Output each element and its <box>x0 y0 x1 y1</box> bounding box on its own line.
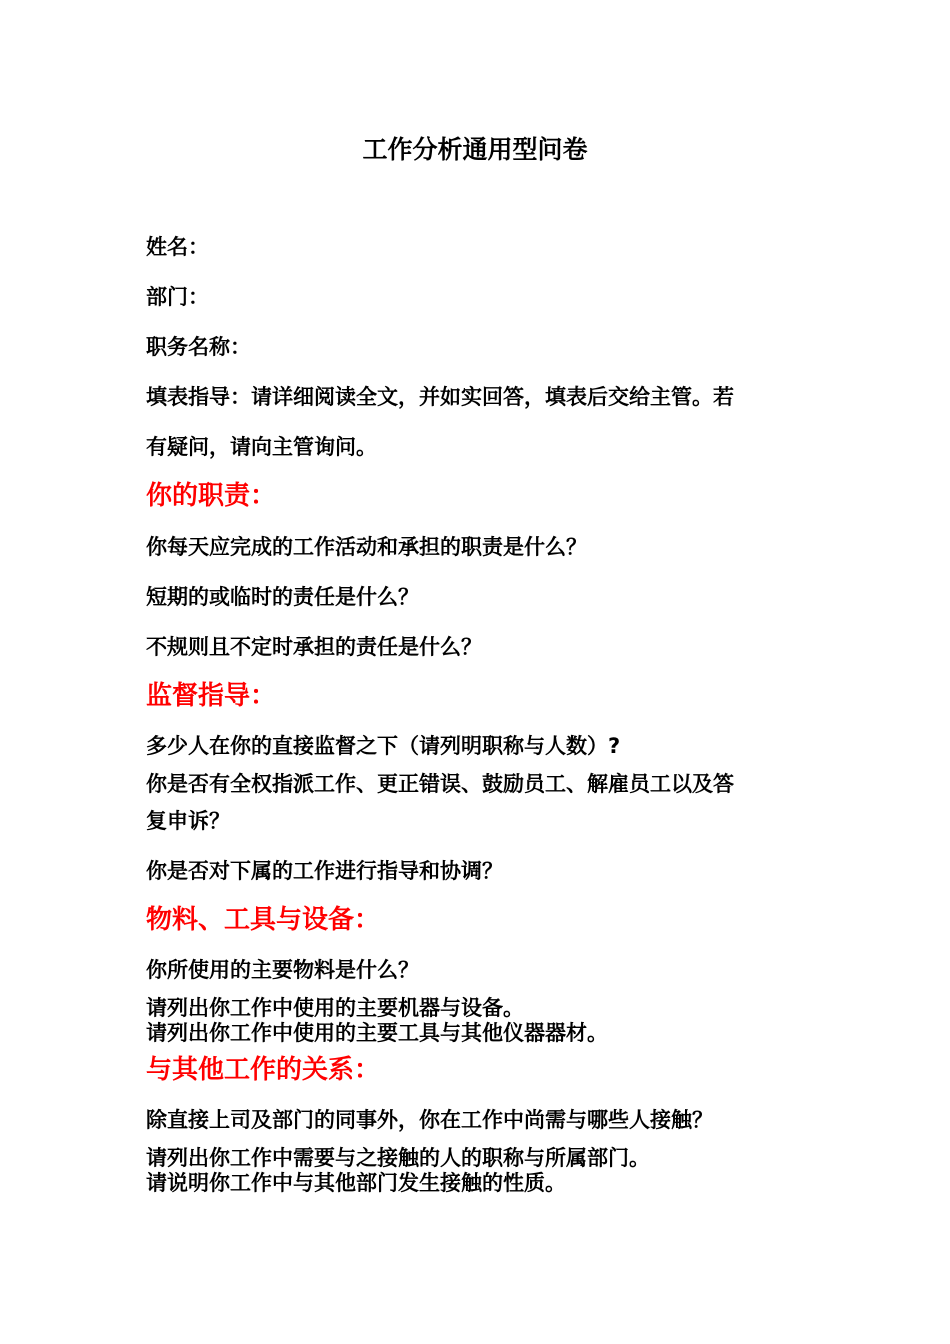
field-position-label: 职务名称： <box>146 335 251 359</box>
section-heading-duties: 你的职责： <box>146 481 277 511</box>
instructions-line-1: 填表指导：请详细阅读全文，并如实回答，填表后交给主管。若 <box>146 385 734 409</box>
supervision-question-1: 多少人在你的直接监督之下（请列明职称与人数）? <box>146 734 621 758</box>
supervision-question-2a: 你是否有全权指派工作、更正错误、鼓励员工、解雇员工以及答 <box>146 772 734 796</box>
duties-question-2: 短期的或临时的责任是什么？ <box>146 585 419 609</box>
supervision-question-3: 你是否对下属的工作进行指导和协调？ <box>146 859 503 883</box>
materials-question-3: 请列出你工作中使用的主要工具与其他仪器器材。 <box>146 1021 608 1045</box>
relations-question-1: 除直接上司及部门的同事外，你在工作中尚需与哪些人接触？ <box>146 1108 713 1132</box>
materials-question-1: 你所使用的主要物料是什么？ <box>146 958 419 982</box>
section-heading-materials: 物料、工具与设备： <box>146 905 381 935</box>
duties-question-1: 你每天应完成的工作活动和承担的职责是什么？ <box>146 535 587 559</box>
field-name-label: 姓名： <box>146 235 209 259</box>
relations-question-3: 请说明你工作中与其他部门发生接触的性质。 <box>146 1171 566 1195</box>
instructions-line-2: 有疑问，请向主管询问。 <box>146 435 377 459</box>
page-title: 工作分析通用型问卷 <box>362 135 588 164</box>
section-heading-relations: 与其他工作的关系： <box>146 1055 381 1085</box>
supervision-question-2b: 复申诉？ <box>146 809 230 833</box>
materials-question-2: 请列出你工作中使用的主要机器与设备。 <box>146 996 524 1020</box>
section-heading-supervision: 监督指导： <box>146 681 277 711</box>
duties-question-3: 不规则且不定时承担的责任是什么？ <box>146 635 482 659</box>
relations-question-2: 请列出你工作中需要与之接触的人的职称与所属部门。 <box>146 1146 650 1170</box>
field-department-label: 部门： <box>146 285 209 309</box>
